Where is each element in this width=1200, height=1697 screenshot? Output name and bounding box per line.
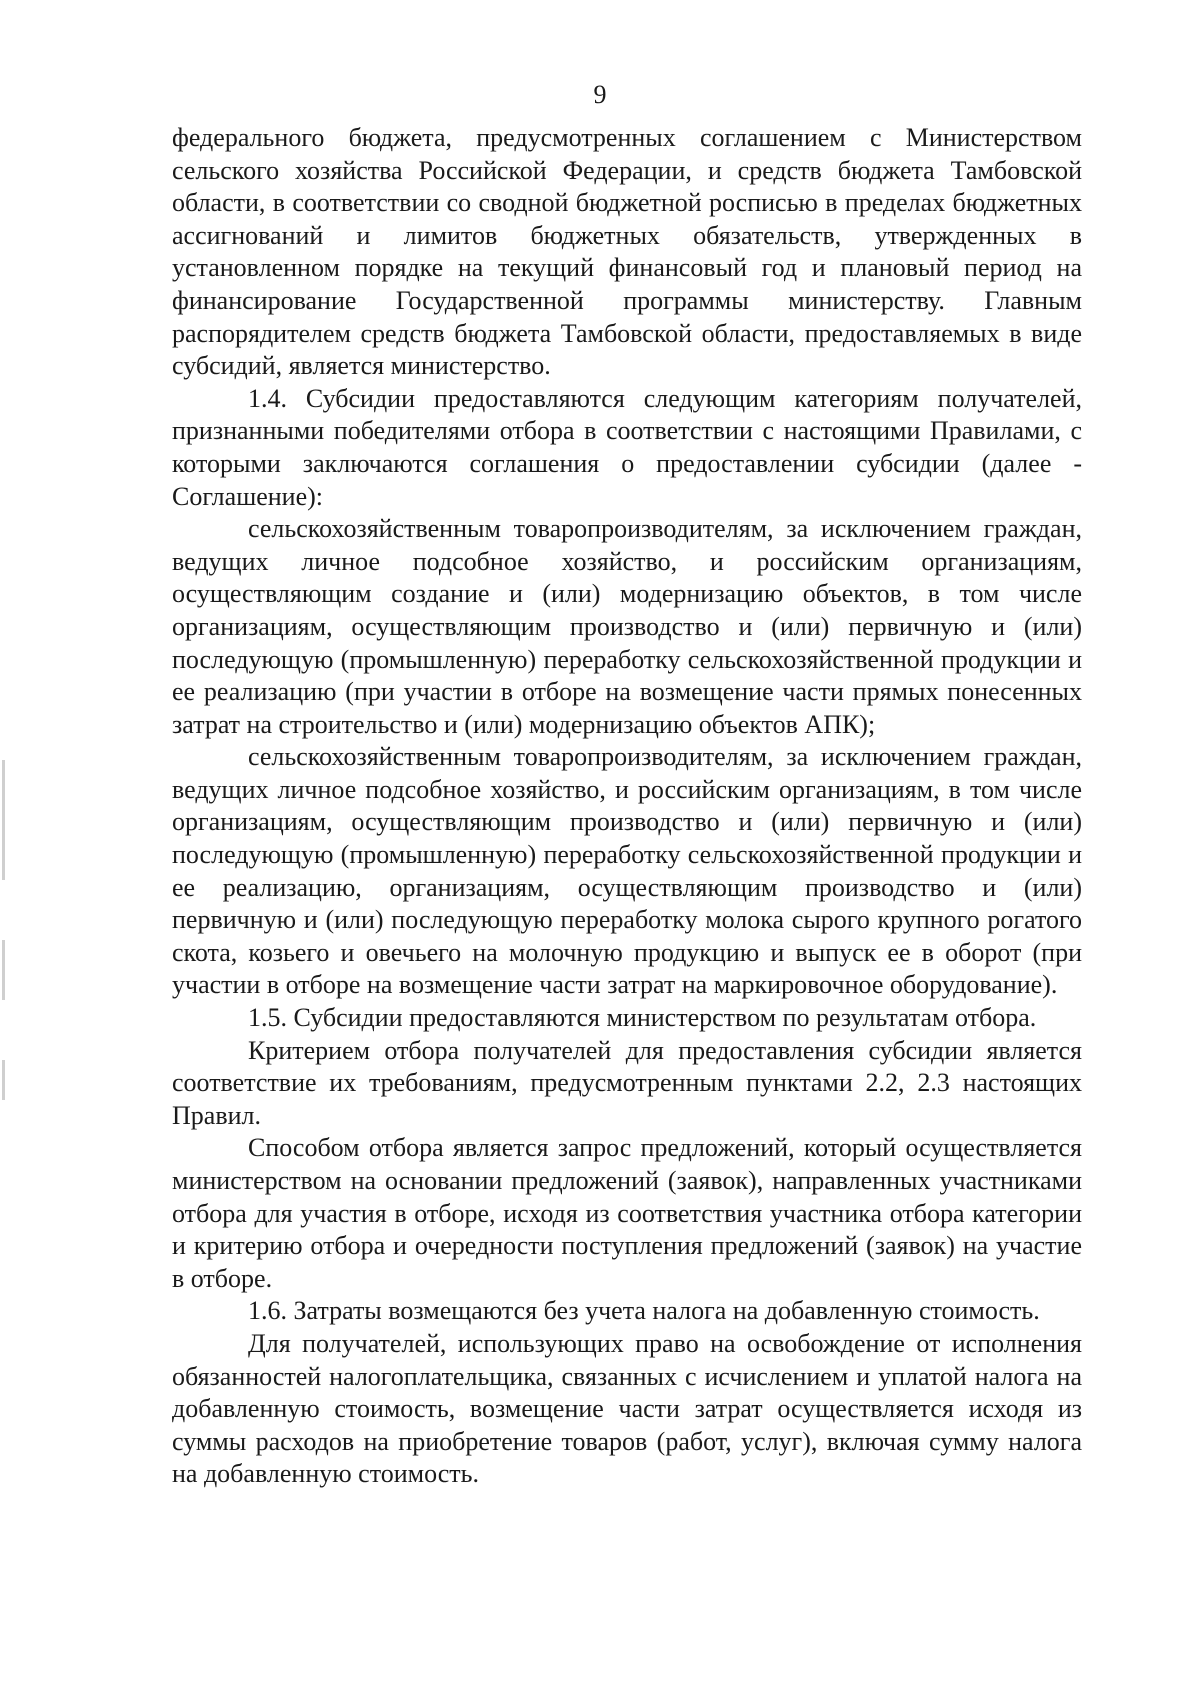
- paragraph-selection-method: Способом отбора является запрос предложений, который осуществляется министерством на основании предложений (заявок), направленных участниками отбора для участия в отборе, исходя из соответствия участника отбора категории и критерию отбора и очередности поступления предложений (заявок) на участие в отборе.: [172, 1133, 1082, 1293]
- scan-margin-mark: [2, 1060, 5, 1100]
- paragraph-1-6-vat: 1.6. Затраты возмещаются без учета налога на добавленную стоимость.: [248, 1296, 1040, 1326]
- paragraph-1-5-selection: 1.5. Субсидии предоставляются министерством по результатам отбора.: [248, 1003, 1037, 1033]
- paragraph-selection-criterion: Критерием отбора получателей для предоставления субсидии является соответствие их требованиям, предусмотренным пунктами 2.2, 2.3 настоящих Правил.: [172, 1035, 1082, 1130]
- body-text: [172, 122, 1082, 1491]
- paragraph-category-marking-equipment: сельскохозяйственным товаропроизводителям, за исключением граждан, ведущих личное подсобное хозяйство, и российским организациям, в том числе организациям, осуществляющим производство и (или) первичную и (или) последующую (промышленную) переработку сельскохозяйственной продукции и ее реализацию, организациям, осуществляющим производство и (или) первичную и (или) последующую переработку молока сырого крупного рогатого скота, козьего и овечьего на молочную продукцию и выпуск ее в оборот (при участии в отборе на возмещение части затрат на маркировочное оборудование).: [172, 742, 1082, 1000]
- paragraph-vat-exempt-recipients: Для получателей, использующих право на освобождение от исполнения обязанностей налогоплательщика, связанных с исчислением и уплатой налога на добавленную стоимость, возмещение части затрат осуществляется исходя из суммы расходов на приобретение товаров (работ, услуг), включая сумму налога на добавленную стоимость.: [172, 1328, 1082, 1489]
- paragraph-1-4-recipient-categories: 1.4. Субсидии предоставляются следующим категориям получателей, признанными победителями отбора в соответствии с настоящими Правилами, с которыми заключаются соглашения о предоставлении субсидии (далее - Соглашение):: [172, 383, 1082, 511]
- page-number: 9: [593, 80, 607, 109]
- scan-margin-mark: [2, 940, 5, 1000]
- paragraph-funding-sources: федерального бюджета, предусмотренных соглашением с Министерством сельского хозяйства Российской Федерации, и средств бюджета Тамбовской области, в соответствии со сводной бюджетной росписью в пределах бюджетных ассигнований и лимитов бюджетных обязательств, утвержденных в установленном порядке на текущий финансовый год и плановый период на финансирование Государственной программы министерству. Главным распорядителем средств бюджета Тамбовской области, предоставляемых в виде субсидий, является министерство.: [172, 123, 1082, 381]
- scan-margin-mark: [2, 760, 5, 880]
- paragraph-category-apk-construction: сельскохозяйственным товаропроизводителям, за исключением граждан, ведущих личное подсобное хозяйство, и российским организациям, осуществляющим создание и (или) модернизацию объектов, в том числе организациям, осуществляющим производство и (или) первичную и (или) последующую (промышленную) переработку сельскохозяйственной продукции и ее реализацию (при участии в отборе на возмещение части прямых понесенных затрат на строительство и (или) модернизацию объектов АПК);: [172, 514, 1082, 739]
